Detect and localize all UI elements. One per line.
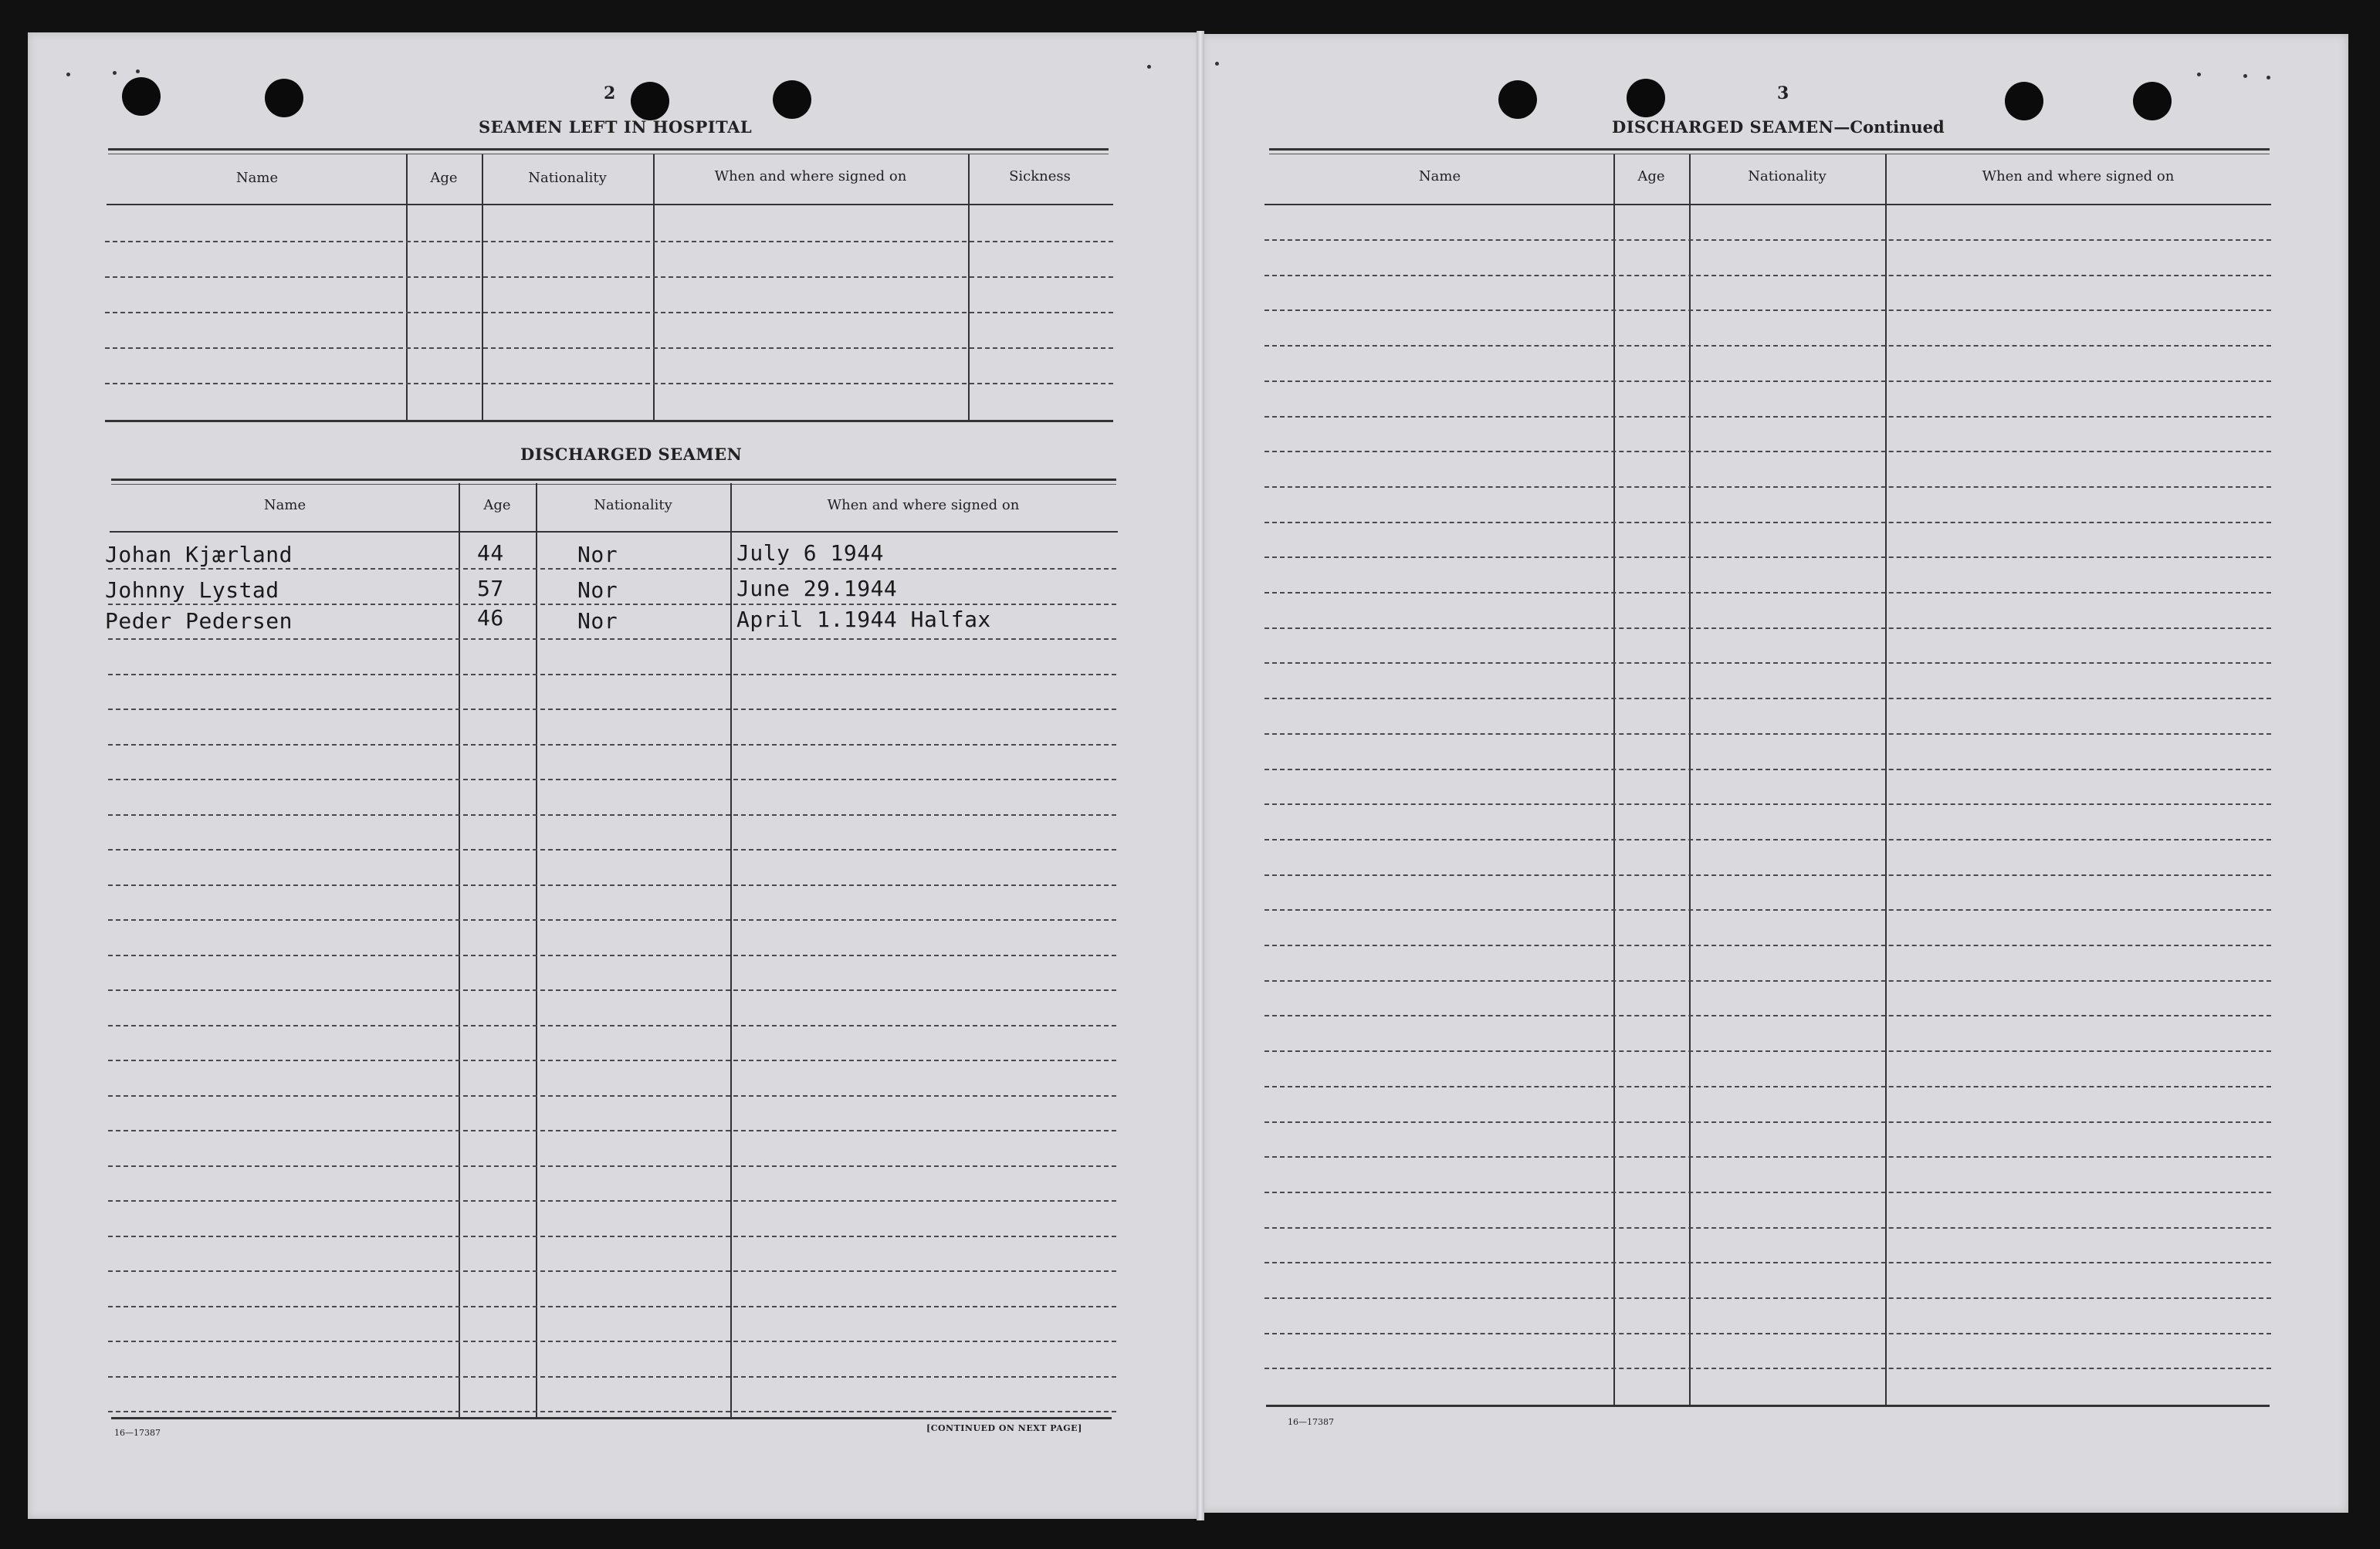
row-line	[108, 884, 1116, 886]
right-col-nationality: Nationality	[1748, 168, 1826, 184]
title-suffix: —Continued	[1833, 117, 1945, 137]
row-line	[1264, 239, 2271, 241]
speck	[2243, 74, 2247, 78]
speck	[136, 69, 140, 73]
title-main: DISCHARGED SEAMEN	[1612, 117, 1834, 137]
row-line	[108, 638, 1116, 640]
form-number: 16—17387	[1288, 1417, 1334, 1427]
speck	[1147, 65, 1151, 69]
discharged-col-nationality: Nationality	[594, 497, 672, 513]
hospital-col-nationality: Nationality	[528, 170, 607, 186]
punch-hole	[773, 80, 811, 119]
row-line	[108, 709, 1116, 710]
row-line	[108, 1095, 1116, 1097]
speck	[113, 71, 117, 75]
hospital-col-divider	[653, 154, 655, 421]
entry-name: Johan Kjærland	[105, 542, 293, 567]
row-line	[108, 779, 1116, 780]
right-top-rule	[1269, 148, 2270, 154]
row-line	[1264, 1086, 2271, 1087]
row-line	[1264, 275, 2271, 276]
right-header-rule	[1264, 204, 2271, 205]
right-col-divider	[1885, 154, 1887, 1405]
entry-name: Peder Pedersen	[105, 608, 293, 634]
discharged-col-age: Age	[483, 497, 511, 513]
row-line	[1264, 1227, 2271, 1229]
right-bottom-rule	[1266, 1405, 2270, 1407]
row-line	[1264, 380, 2271, 382]
page-number: 3	[1777, 83, 1789, 103]
row-line	[108, 849, 1116, 851]
row-line	[1264, 592, 2271, 594]
row-line	[108, 1306, 1116, 1307]
row-line	[1264, 1050, 2271, 1052]
hospital-row-line	[105, 347, 1113, 349]
row-line	[1264, 451, 2271, 452]
row-line	[1264, 769, 2271, 770]
row-line	[108, 1060, 1116, 1061]
punch-hole	[1627, 79, 1665, 117]
left-page	[28, 32, 1201, 1519]
row-line	[108, 955, 1116, 956]
discharged-bottom-rule	[111, 1417, 1112, 1419]
row-line	[108, 604, 1116, 605]
page-fold	[1197, 31, 1204, 1520]
hospital-col-sickness: Sickness	[1009, 168, 1071, 184]
row-line	[108, 744, 1116, 746]
hospital-col-signed-on: When and where signed on	[714, 168, 907, 184]
entry-name: Johnny Lystad	[105, 577, 279, 603]
punch-hole	[265, 79, 303, 117]
hospital-col-divider	[482, 154, 483, 421]
row-line	[108, 568, 1116, 570]
row-line	[108, 1165, 1116, 1167]
row-line	[1264, 627, 2271, 629]
row-line	[108, 814, 1116, 816]
speck	[2197, 73, 2201, 76]
punch-hole	[2005, 82, 2043, 120]
entry-nationality: Nor	[577, 542, 618, 567]
row-line	[1264, 522, 2271, 523]
right-col-divider	[1689, 154, 1691, 1405]
punch-hole	[1498, 80, 1537, 119]
discharged-continued-title	[1612, 117, 1945, 137]
row-line	[1264, 1262, 2271, 1263]
entry-signed-on: June 29.1944	[736, 576, 898, 601]
speck	[66, 73, 70, 76]
punch-hole	[631, 82, 669, 120]
row-line	[1264, 803, 2271, 805]
hospital-top-rule	[108, 148, 1109, 154]
hospital-section-title: SEAMEN LEFT IN HOSPITAL	[479, 117, 753, 137]
row-line	[1264, 909, 2271, 911]
right-col-signed-on: When and where signed on	[1982, 168, 2175, 184]
row-line	[1264, 1015, 2271, 1016]
row-line	[108, 1236, 1116, 1237]
discharged-col-divider	[536, 483, 537, 1417]
row-line	[1264, 345, 2271, 347]
row-line	[108, 674, 1116, 675]
hospital-row-line	[105, 312, 1113, 313]
entry-age: 57	[477, 576, 504, 601]
speck	[1215, 62, 1219, 66]
row-line	[1264, 839, 2271, 840]
hospital-col-name: Name	[235, 170, 279, 186]
page-number: 2	[604, 83, 616, 103]
row-line	[108, 1200, 1116, 1202]
hospital-col-age: Age	[430, 170, 458, 186]
row-line	[1264, 1192, 2271, 1193]
right-col-age: Age	[1637, 168, 1665, 184]
row-line	[1264, 874, 2271, 876]
row-line	[108, 919, 1116, 921]
row-line	[1264, 698, 2271, 699]
entry-age: 44	[477, 540, 504, 566]
discharged-section-title: DISCHARGED SEAMEN	[520, 445, 743, 464]
form-number: 16—17387	[114, 1428, 161, 1438]
row-line	[1264, 556, 2271, 558]
row-line	[1264, 980, 2271, 982]
entry-nationality: Nor	[577, 577, 618, 603]
right-col-name: Name	[1418, 168, 1461, 184]
row-line	[1264, 416, 2271, 418]
hospital-col-divider	[406, 154, 408, 421]
discharged-col-divider	[459, 483, 460, 1417]
row-line	[108, 1270, 1116, 1272]
row-line	[1264, 1297, 2271, 1299]
entry-signed-on: July 6 1944	[736, 540, 884, 566]
entry-nationality: Nor	[577, 608, 618, 634]
continued-note: [CONTINUED ON NEXT PAGE]	[926, 1423, 1082, 1433]
punch-hole	[122, 77, 161, 116]
discharged-header-rule	[110, 531, 1118, 533]
row-line	[1264, 486, 2271, 488]
row-line	[108, 1411, 1116, 1412]
discharged-col-name: Name	[263, 497, 306, 513]
right-page	[1201, 34, 2348, 1513]
row-line	[1264, 662, 2271, 664]
row-line	[108, 989, 1116, 991]
row-line	[1264, 309, 2271, 311]
row-line	[1264, 1121, 2271, 1123]
row-line	[1264, 1368, 2271, 1369]
row-line	[1264, 945, 2271, 946]
discharged-col-divider	[730, 483, 732, 1417]
row-line	[108, 1025, 1116, 1026]
row-line	[108, 1130, 1116, 1131]
hospital-row-line	[105, 276, 1113, 278]
row-line	[108, 1376, 1116, 1378]
hospital-header-rule	[107, 204, 1113, 205]
right-col-divider	[1613, 154, 1615, 1405]
entry-age: 46	[477, 605, 504, 631]
discharged-top-rule	[111, 479, 1116, 485]
row-line	[1264, 1333, 2271, 1334]
hospital-bottom-rule	[105, 420, 1113, 422]
row-line	[1264, 1156, 2271, 1158]
entry-signed-on: April 1.1944 Halfax	[736, 607, 991, 632]
row-line	[1264, 733, 2271, 735]
hospital-row-line	[105, 241, 1113, 242]
hospital-col-divider	[968, 154, 970, 421]
hospital-row-line	[105, 383, 1113, 384]
discharged-col-signed-on: When and where signed on	[827, 497, 1020, 513]
speck	[2267, 76, 2270, 79]
row-line	[108, 1341, 1116, 1342]
punch-hole	[2133, 82, 2172, 120]
